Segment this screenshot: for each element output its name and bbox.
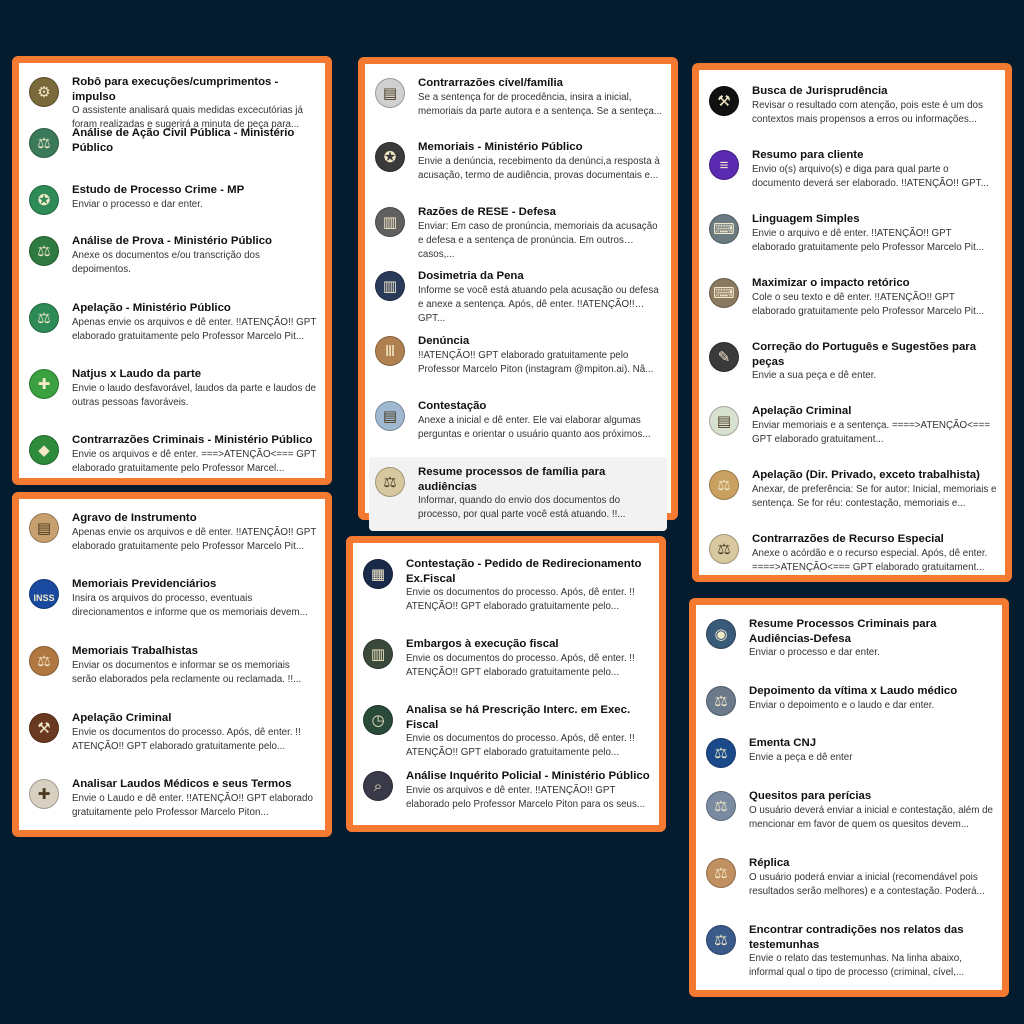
gpt-title: Maximizar o impacto retórico [752,277,910,289]
gpt-title: Encontrar contradições nos relatos das testemunhas [749,924,964,951]
gpt-description: Envie o relato das testemunhas. Na linha abaixo, informal qual o tipo de processo (criminal, cível,... [749,953,965,979]
gpt-title: Análise Inquérito Policial - Ministério Público [406,770,650,782]
gpt-list-item[interactable] [29,433,317,499]
gpt-description: Enviar o processo e dar enter. [72,198,203,210]
gpt-title: Agravo de Instrumento [72,512,197,524]
gpt-description: Se a sentença for de procedência, insira a inicial, memoriais da parte autora e a sentença. Se a senteça... [418,91,662,117]
gpt-description: Envie os documentos do processo. Após, dê enter. !! ATENÇÃO!! GPT elaborado gratuitamente pelo... [72,726,301,752]
gpt-description: Envie os documentos do processo. Após, dê enter. !! ATENÇÃO!! GPT elaborado gratuitamente pelo... [406,587,635,613]
gpt-description: O usuário deverá enviar a inicial e contestação, além de mencionar em favor de quem os quesitos devem... [749,804,993,830]
gpt-title: Contrarrazões de Recurso Especial [752,533,944,545]
gpt-list-item[interactable] [375,76,663,140]
document-icon: ▤ [29,513,59,543]
gpt-description: O assistente analisará quais medidas excecutórias já foram realizadas e sugerirá a minuta de peça para... [72,105,303,131]
gpt-list-item[interactable] [29,126,317,183]
gpt-list-panel-4 [346,536,666,832]
gpt-list-item[interactable] [29,234,317,301]
flag-icon: ◆ [29,435,59,465]
scales-icon: ⚖ [706,858,736,888]
gpt-title: Contestação - Pedido de Redirecionamento Ex.Fiscal [406,558,642,585]
gpt-description: Envie a sua peça e dê enter. [752,370,877,381]
gpt-list-item[interactable] [29,711,317,777]
gpt-title: Apelação Criminal [72,712,172,724]
gpt-description: Anexe os documentos e/ou transcrição dos depoimentos. [72,249,260,275]
gpt-list-item[interactable] [375,269,663,334]
gpt-list-item[interactable] [369,457,667,531]
columns-icon: Ⅲ [375,336,405,366]
gpt-description: !!ATENÇÃO!! GPT elaborado gratuitamente pelo Professor Marcelo Piton (instagram @mpiton.ai). Nã... [418,349,654,375]
gavel-icon: ⚒ [29,713,59,743]
book-icon: ▥ [363,639,393,669]
gpt-description: Informar, quando do envio dos documentos do processo, por qual parte você está atuando. !!... [418,495,626,521]
pen-icon: ✎ [709,342,739,372]
gpt-list-item[interactable] [375,334,663,399]
gpt-list-item[interactable] [29,183,317,234]
gpt-title: Ementa CNJ [749,737,817,749]
gpt-title: Contestação [418,400,487,412]
gpt-description: Anexar, de preferência: Se for autor: Inicial, memoriais e sentença. Se for réu: contestação, memoriais e... [752,483,997,509]
gpt-description: Envie o laudo desfavorável, laudos da parte e laudos de outras pessoas favoráveis. [72,382,317,408]
scales-icon: ⚖ [29,236,59,266]
gpt-list-item[interactable] [706,789,994,856]
gpt-list-item[interactable] [709,404,997,468]
gpt-title: Resume Processos Criminais para Audiências-Defesa [749,618,937,645]
gpt-list-item[interactable] [709,468,997,532]
document-icon: ▤ [375,78,405,108]
gpt-list-item[interactable] [709,276,997,340]
camera-icon: ◉ [706,619,736,649]
gpt-description: Informe se você está atuando pela acusação ou defesa e anexe a sentença. Após, dê enter. !!ATENÇÃO!! GPT... [418,284,659,324]
gpt-list-item[interactable] [363,703,651,769]
gpt-description: Insira os arquivos do processo, eventuais direcionamentos e informe que os memoriais devem... [72,592,308,618]
scales-icon: ⚖ [706,925,736,955]
gpt-title: Contrarrazões Criminais - Ministério Público [72,434,313,446]
clock-icon: ◷ [363,705,393,735]
gpt-description: O usuário poderá enviar a inicial (recomendável pois resultados serão melhores) e a contestação. Poderá... [749,871,985,897]
gpt-title: Linguagem Simples [752,213,860,225]
gpt-description: Envie os documentos do processo. Após, dê enter. !! ATENÇÃO!! GPT elaborado gratuitamente pelo... [406,652,635,678]
gpt-description: Enviar memoriais e a sentença. ====>ATENÇÃO<=== GPT elaborado gratuitament... [752,419,991,445]
book-icon: ▥ [375,207,405,237]
gpt-title: Análise de Prova - Ministério Público [72,235,273,247]
document-icon: ▤ [375,401,405,431]
inss-icon: INSS [29,579,59,609]
court-icon: ⚖ [29,128,59,158]
gpt-title: Estudo de Processo Crime - MP [72,184,245,196]
gpt-title: Correção do Português e Sugestões para peças [752,341,977,368]
gpt-list-item[interactable] [29,777,317,843]
gpt-list-item[interactable] [706,617,994,684]
gpt-list-panel-1 [12,56,332,485]
gpt-list-item[interactable] [375,205,663,269]
gpt-description: Envie o Laudo e dê enter. !!ATENÇÃO!! GPT elaborado gratuitamente pelo Professor Marcelo Piton... [72,792,313,818]
gpt-list-item[interactable] [363,637,651,703]
summary-icon: ≡ [709,150,739,180]
gpt-title: Réplica [749,857,790,869]
robot-icon: ⚙ [29,77,59,107]
scales-icon: ⚖ [375,467,405,497]
gpt-list-item[interactable] [709,212,997,276]
gpt-title: Memoriais Trabalhistas [72,645,198,657]
scales-icon: ⚖ [29,303,59,333]
gpt-list-item[interactable] [363,769,651,835]
gpt-list-item[interactable] [709,148,997,212]
gpt-title: Razões de RESE - Defesa [418,206,557,218]
scales-icon: ⚖ [706,738,736,768]
gpt-description: Enviar o depoimento e o laudo e dar enter. [749,699,935,711]
gpt-description: Envie os arquivos e dê enter. ===>ATENÇÃO<=== GPT elaborado gratuitamente pelo Professor Marcel... [72,448,317,474]
gpt-title: Embargos à execução fiscal [406,638,559,650]
typewriter-icon: ⌨ [709,214,739,244]
gpt-title: Natjus x Laudo da parte [72,368,202,380]
gpt-list-panel-3 [358,57,678,520]
gpt-title: Analisa se há Prescrição Interc. em Exec. Fiscal [406,704,631,731]
gpt-list-panel-5 [692,63,1012,582]
gpt-list-item[interactable] [706,923,994,990]
gpt-title: Resume processos de família para audiências [418,466,606,493]
gpt-title: Memoriais - Ministério Público [418,141,583,153]
gpt-title: Denúncia [418,335,470,347]
gpt-title: Apelação - Ministério Público [72,302,231,314]
gpt-description: Envio o(s) arquivo(s) e diga para qual parte o documento deverá ser elaborado. !!ATENÇÃO!! GPT... [752,163,989,189]
gpt-title: Quesitos para perícias [749,790,872,802]
gpt-list-panel-6 [689,598,1009,997]
gpt-list-item[interactable] [706,856,994,923]
gpt-title: Busca de Jurisprudência [752,85,888,97]
gpt-title: Robô para execuções/cumprimentos - impulso [72,76,279,103]
gpt-description: Anexe a inicial e dê enter. Ele vai elaborar algumas perguntas e orientar o usuário quanto aos próximos... [418,414,651,440]
gpt-title: Análise de Ação Civil Pública - Ministério Público [72,127,295,154]
gpt-list-item[interactable] [375,140,663,205]
gpt-description: Envie a peça e dê enter [749,751,853,763]
magnifier-icon: ⌕ [363,771,393,801]
gpt-list-item[interactable] [29,301,317,367]
gavel-icon: ⚒ [709,86,739,116]
scales-icon: ⚖ [706,791,736,821]
gpt-description: Enviar o processo e dar enter. [749,647,880,658]
gpt-list-item[interactable] [29,75,317,131]
city-icon: ▦ [363,559,393,589]
document-icon: ▤ [709,406,739,436]
gpt-title: Dosimetria da Pena [418,270,524,282]
gpt-description: Envie os arquivos e dê enter. !!ATENÇÃO!! GPT elaborado pelo Professor Marcelo Piton para os seus... [406,784,646,810]
doctor-icon: ✚ [29,779,59,809]
typewriter-icon: ⌨ [709,278,739,308]
gpt-list-item[interactable] [29,367,317,433]
gpt-description: Cole o seu texto e dê enter. !!ATENÇÃO!! GPT elaborado gratuitamente pelo Professor Marcelo Pit... [752,291,984,317]
gpt-title: Contrarrazões cível/família [418,77,563,89]
gpt-description: Envie os documentos do processo. Após, dê enter. !! ATENÇÃO!! GPT elaborado gratuitamente pelo... [406,733,635,759]
seal-icon: ✪ [29,185,59,215]
gpt-list-item[interactable] [29,577,317,644]
gpt-list-item[interactable] [375,399,663,463]
gpt-list-item[interactable] [709,532,997,596]
gpt-title: Resumo para cliente [752,149,864,161]
scales-icon: ⚖ [709,534,739,564]
medical-icon: ✚ [29,369,59,399]
gpt-list-item[interactable] [709,340,997,404]
gpt-description: Apenas envie os arquivos e dê enter. !!ATENÇÃO!! GPT elaborado gratuitamente pelo Professor Marcelo Pit... [72,316,317,342]
gpt-list-item[interactable] [706,736,994,789]
gpt-description: Envie o arquivo e dê enter. !!ATENÇÃO!! GPT elaborado gratuitamente pelo Professor Marcelo Pit... [752,227,984,253]
gpt-title: Apelação (Dir. Privado, exceto trabalhista) [752,469,980,481]
gpt-description: Envie a denúncia, recebimento da denúnci,a resposta à acusação, termo de audiência, provas documentais e... [418,155,660,181]
gpt-description: Enviar os documentos e informar se os memoriais serão elaborados pela reclamente ou reclamada. !!... [72,659,302,685]
gpt-list-item[interactable] [29,644,317,711]
book-icon: ▥ [375,271,405,301]
gpt-description: Revisar o resultado com atenção, pois este é um dos contextos mais propensos a erros ou informações... [752,99,983,125]
scales-icon: ⚖ [29,646,59,676]
gpt-list-item[interactable] [706,684,994,736]
gpt-title: Memoriais Previdenciários [72,578,217,590]
scales-icon: ⚖ [709,470,739,500]
gpt-description: Enviar: Em caso de pronúncia, memoriais da acusação e defesa e a sentença de pronúncia. Em outros casos,... [418,220,658,260]
seal-icon: ✪ [375,142,405,172]
scales-icon: ⚖ [706,686,736,716]
gpt-list-item[interactable] [363,557,651,637]
gpt-description: Apenas envie os arquivos e dê enter. !!ATENÇÃO!! GPT elaborado gratuitamente pelo Professor Marcelo Pit... [72,526,317,552]
gpt-list-item[interactable] [709,84,997,148]
gpt-title: Apelação Criminal [752,405,852,417]
gpt-title: Depoimento da vítima x Laudo médico [749,685,958,697]
gpt-title: Analisar Laudos Médicos e seus Termos [72,778,292,790]
gpt-description: Anexe o acórdão e o recurso especial. Após, dê enter. ====>ATENÇÃO<=== GPT elaborado gratuitament... [752,547,988,573]
gpt-list-panel-2 [12,492,332,837]
gpt-list-item[interactable] [29,511,317,577]
